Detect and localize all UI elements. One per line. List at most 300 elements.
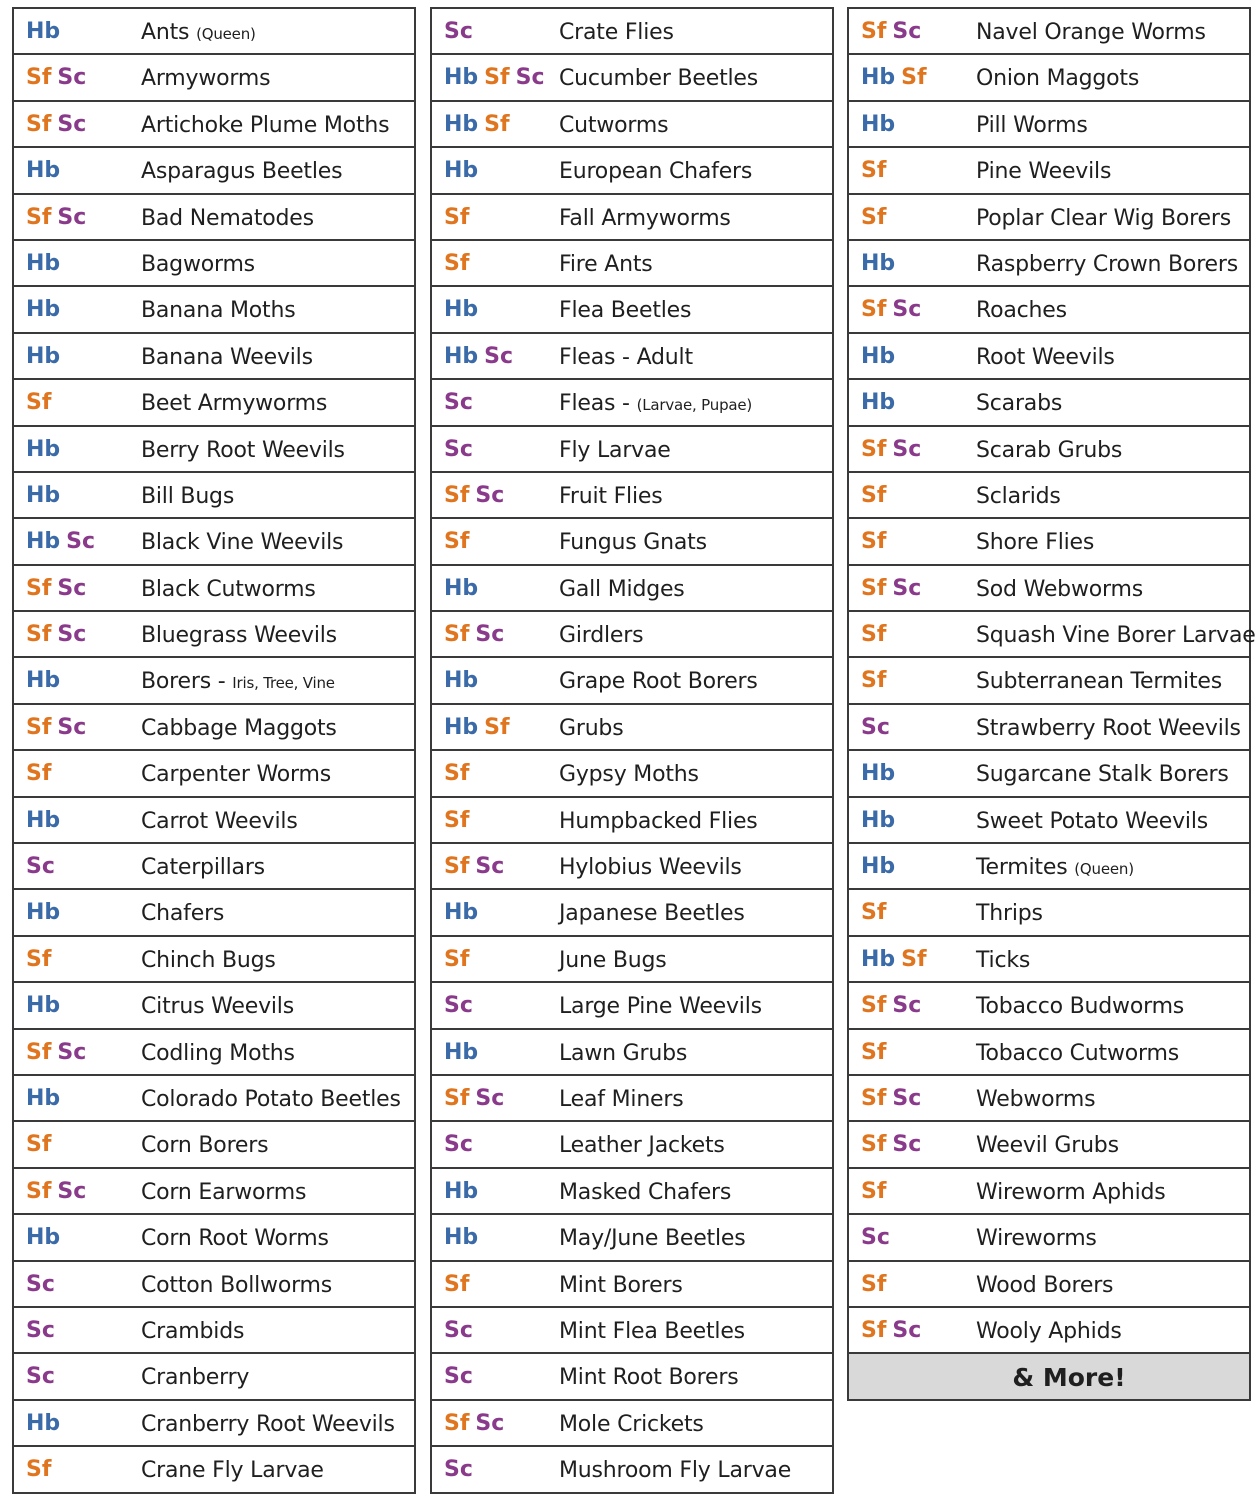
nematode-codes bbox=[444, 1401, 510, 1445]
pest-row bbox=[432, 55, 832, 101]
nematode-codes bbox=[26, 705, 92, 749]
pest-row bbox=[432, 241, 832, 287]
pest-row bbox=[849, 427, 1249, 473]
pest-row bbox=[14, 102, 414, 148]
pest-row bbox=[432, 844, 832, 890]
nematode-code-sc: Sc bbox=[26, 1271, 55, 1297]
pest-name bbox=[976, 427, 1122, 471]
nematode-code-hb: Hb bbox=[444, 1039, 479, 1065]
nematode-code-sf: Sf bbox=[444, 250, 470, 276]
pest-name bbox=[141, 334, 313, 378]
pest-name bbox=[141, 983, 294, 1027]
pest-name bbox=[976, 612, 1256, 656]
nematode-codes bbox=[861, 983, 927, 1027]
pest-name bbox=[141, 195, 314, 239]
pest-name-text: Sweet Potato Weevils bbox=[976, 808, 1209, 834]
nematode-code-hb: Hb bbox=[26, 1225, 61, 1251]
pest-name-text: Onion Maggots bbox=[976, 66, 1140, 92]
nematode-code-sc: Sc bbox=[444, 1457, 473, 1483]
nematode-code-hb: Hb bbox=[26, 1085, 61, 1111]
pest-name bbox=[141, 566, 316, 610]
pest-row bbox=[14, 380, 414, 426]
nematode-codes bbox=[26, 519, 101, 563]
nematode-code-sc: Sc bbox=[475, 1410, 505, 1436]
pest-row bbox=[849, 844, 1249, 890]
nematode-code-hb: Hb bbox=[26, 900, 61, 926]
pest-row bbox=[432, 1122, 832, 1168]
nematode-codes bbox=[26, 148, 66, 192]
pest-row bbox=[849, 1308, 1249, 1354]
pest-row bbox=[849, 519, 1249, 565]
nematode-codes bbox=[444, 195, 475, 239]
pest-name-text: Navel Orange Worms bbox=[976, 20, 1206, 45]
nematode-codes bbox=[444, 798, 475, 842]
pest-name-text: Roaches bbox=[976, 298, 1067, 324]
pest-name-note: (Queen) bbox=[196, 25, 256, 43]
nematode-codes bbox=[26, 1447, 57, 1491]
pest-name bbox=[559, 844, 742, 888]
nematode-code-sf: Sf bbox=[861, 1317, 887, 1343]
pest-row bbox=[432, 705, 832, 751]
pest-row bbox=[432, 195, 832, 241]
pest-name bbox=[559, 1076, 684, 1120]
pest-name-text: Sclarids bbox=[976, 483, 1061, 509]
nematode-codes bbox=[444, 844, 510, 888]
pest-name bbox=[141, 287, 296, 331]
pest-row bbox=[14, 983, 414, 1029]
nematode-codes bbox=[26, 983, 66, 1027]
pest-name bbox=[141, 1447, 324, 1491]
nematode-code-sf: Sf bbox=[26, 761, 52, 787]
pest-row bbox=[432, 937, 832, 983]
pest-name-text: Squash Vine Borer Larvae bbox=[976, 623, 1256, 649]
nematode-code-hb: Hb bbox=[444, 297, 479, 323]
pest-name-text: Fly Larvae bbox=[559, 437, 671, 463]
pest-name bbox=[141, 705, 337, 749]
nematode-code-sf: Sf bbox=[861, 297, 887, 323]
pest-name bbox=[976, 1262, 1113, 1306]
nematode-code-sc: Sc bbox=[444, 436, 473, 462]
pest-row bbox=[14, 751, 414, 797]
pest-name-text: Borers - bbox=[141, 669, 226, 695]
pest-name bbox=[141, 9, 256, 53]
pest-name bbox=[976, 1076, 1095, 1120]
pest-row bbox=[849, 1169, 1249, 1215]
nematode-code-sc: Sc bbox=[475, 854, 505, 880]
pest-name-text: Fleas - Adult bbox=[559, 344, 693, 370]
pest-row bbox=[849, 937, 1249, 983]
nematode-codes bbox=[861, 102, 901, 146]
pest-row bbox=[14, 1076, 414, 1122]
pest-name bbox=[559, 1122, 725, 1166]
pest-name bbox=[976, 241, 1238, 285]
nematode-codes bbox=[444, 1169, 484, 1213]
pest-name bbox=[141, 751, 331, 795]
pest-name-text: Cranberry Root Weevils bbox=[141, 1411, 395, 1437]
pest-row bbox=[14, 937, 414, 983]
nematode-codes bbox=[26, 566, 92, 610]
nematode-code-sf: Sf bbox=[861, 204, 887, 230]
pest-name-text: Wood Borers bbox=[976, 1272, 1114, 1298]
nematode-code-sc: Sc bbox=[444, 1132, 473, 1158]
nematode-code-sf: Sf bbox=[26, 390, 52, 416]
nematode-code-sc: Sc bbox=[475, 622, 505, 648]
pest-name-text: Fleas - bbox=[559, 391, 630, 417]
pest-name-text: Large Pine Weevils bbox=[559, 994, 762, 1020]
pest-name-text: Wooly Aphids bbox=[976, 1318, 1122, 1344]
pest-row bbox=[849, 473, 1249, 519]
nematode-code-sf: Sf bbox=[26, 714, 52, 740]
pest-row bbox=[432, 1447, 832, 1493]
pest-name bbox=[559, 705, 623, 749]
pest-name-text: Citrus Weevils bbox=[141, 994, 294, 1020]
pest-name-note: (Queen) bbox=[1074, 860, 1134, 879]
pest-name-text: Ants bbox=[141, 20, 190, 45]
pest-name bbox=[976, 1215, 1097, 1259]
nematode-code-sc: Sc bbox=[57, 204, 87, 230]
nematode-codes bbox=[26, 241, 66, 285]
pest-name bbox=[141, 937, 276, 981]
pest-row bbox=[849, 890, 1249, 936]
pest-name-text: Cotton Bollworms bbox=[141, 1272, 333, 1298]
nematode-code-sf: Sf bbox=[861, 575, 887, 601]
pest-name bbox=[141, 1401, 395, 1445]
nematode-code-hb: Hb bbox=[861, 854, 896, 880]
pest-name-text: Berry Root Weevils bbox=[141, 437, 345, 463]
nematode-codes bbox=[861, 1215, 896, 1259]
pest-name bbox=[141, 380, 327, 424]
pest-name-text: Caterpillars bbox=[141, 855, 265, 881]
nematode-code-sc: Sc bbox=[57, 575, 87, 601]
pest-row bbox=[432, 566, 832, 612]
nematode-code-sf: Sf bbox=[26, 575, 52, 601]
pest-row bbox=[849, 1122, 1249, 1168]
pest-name-text: European Chafers bbox=[559, 159, 753, 185]
nematode-code-sf: Sf bbox=[444, 529, 470, 555]
pest-row bbox=[432, 1354, 832, 1400]
nematode-codes bbox=[444, 9, 479, 53]
nematode-code-hb: Hb bbox=[444, 1178, 479, 1204]
nematode-codes bbox=[26, 937, 57, 981]
pest-row bbox=[849, 1262, 1249, 1308]
pest-name bbox=[559, 1262, 683, 1306]
pest-row bbox=[432, 751, 832, 797]
nematode-codes bbox=[444, 519, 475, 563]
nematode-code-sc: Sc bbox=[57, 65, 87, 91]
nematode-codes bbox=[861, 1030, 892, 1074]
nematode-codes bbox=[26, 1308, 61, 1352]
pest-name bbox=[141, 798, 298, 842]
pest-name-text: Pill Worms bbox=[976, 112, 1088, 138]
pest-name-text: Banana Weevils bbox=[141, 344, 313, 370]
nematode-code-hb: Hb bbox=[861, 946, 896, 972]
nematode-code-hb: Hb bbox=[26, 19, 61, 44]
pest-row bbox=[432, 1308, 832, 1354]
pest-name bbox=[559, 473, 662, 517]
nematode-codes bbox=[444, 1122, 479, 1166]
pest-name-text: Leaf Miners bbox=[559, 1086, 684, 1112]
nematode-codes bbox=[26, 1215, 66, 1259]
nematode-code-sf: Sf bbox=[26, 946, 52, 972]
nematode-code-sf: Sf bbox=[444, 807, 470, 833]
pest-name bbox=[559, 983, 762, 1027]
pest-row bbox=[849, 287, 1249, 333]
pest-name bbox=[559, 1308, 745, 1352]
pest-name bbox=[559, 937, 667, 981]
nematode-codes bbox=[26, 798, 66, 842]
nematode-code-sc: Sc bbox=[444, 1317, 473, 1343]
pest-name bbox=[559, 1354, 738, 1398]
pest-name bbox=[141, 658, 335, 702]
nematode-code-sf: Sf bbox=[444, 1271, 470, 1297]
nematode-codes bbox=[444, 102, 516, 146]
pest-name bbox=[976, 890, 1043, 934]
more-label: & More! bbox=[1012, 1363, 1126, 1393]
pest-name-text: Thrips bbox=[976, 901, 1043, 927]
nematode-code-hb: Hb bbox=[26, 158, 61, 184]
nematode-code-hb: Hb bbox=[444, 575, 479, 601]
nematode-codes bbox=[861, 844, 901, 888]
nematode-code-sf: Sf bbox=[26, 1178, 52, 1204]
nematode-code-sc: Sc bbox=[892, 1132, 922, 1158]
pest-row bbox=[14, 1447, 414, 1493]
pest-row bbox=[14, 1169, 414, 1215]
pest-name-text: Mint Root Borers bbox=[559, 1365, 739, 1391]
pest-name-text: Fungus Gnats bbox=[559, 530, 707, 556]
pest-name-text: Flea Beetles bbox=[559, 298, 692, 324]
nematode-code-sf: Sf bbox=[444, 1410, 470, 1436]
pest-name bbox=[976, 798, 1208, 842]
pest-name-text: Armyworms bbox=[141, 66, 271, 92]
pest-name-text: Bad Nematodes bbox=[141, 205, 314, 231]
pest-name-text: Webworms bbox=[976, 1086, 1096, 1112]
pest-name bbox=[141, 1076, 401, 1120]
pest-name bbox=[559, 427, 671, 471]
pest-name bbox=[141, 102, 389, 146]
nematode-code-sc: Sc bbox=[444, 1364, 473, 1390]
nematode-code-sf: Sf bbox=[26, 1039, 52, 1065]
pest-name-text: Termites bbox=[976, 855, 1068, 881]
pest-name bbox=[976, 1122, 1119, 1166]
nematode-codes bbox=[861, 705, 896, 749]
pest-row bbox=[849, 705, 1249, 751]
pest-row bbox=[14, 658, 414, 704]
nematode-code-sf: Sf bbox=[861, 993, 887, 1019]
nematode-code-hb: Hb bbox=[26, 250, 61, 276]
pest-name bbox=[976, 658, 1222, 702]
nematode-codes bbox=[444, 612, 510, 656]
pest-name bbox=[976, 55, 1139, 99]
pest-name-text: Artichoke Plume Moths bbox=[141, 112, 390, 138]
pest-name bbox=[141, 1262, 332, 1306]
nematode-codes bbox=[444, 890, 484, 934]
nematode-codes bbox=[444, 1354, 479, 1398]
pest-name bbox=[976, 1308, 1122, 1352]
nematode-codes bbox=[861, 473, 892, 517]
pest-name bbox=[559, 658, 758, 702]
nematode-code-sc: Sc bbox=[861, 714, 890, 740]
pest-name-text: Chafers bbox=[141, 901, 225, 927]
nematode-code-hb: Hb bbox=[861, 390, 896, 416]
pest-name bbox=[976, 1030, 1179, 1074]
nematode-codes bbox=[861, 519, 892, 563]
nematode-codes bbox=[444, 148, 484, 192]
nematode-codes bbox=[444, 380, 479, 424]
nematode-code-sc: Sc bbox=[26, 1364, 55, 1390]
nematode-code-hb: Hb bbox=[861, 343, 896, 369]
nematode-code-sf: Sf bbox=[861, 622, 887, 648]
pest-name bbox=[141, 519, 343, 563]
pest-row bbox=[432, 148, 832, 194]
pest-name-text: Codling Moths bbox=[141, 1040, 295, 1066]
nematode-code-hb: Hb bbox=[26, 993, 61, 1019]
pest-name-text: Lawn Grubs bbox=[559, 1040, 688, 1066]
pest-name bbox=[559, 195, 731, 239]
pest-name-text: Cranberry bbox=[141, 1365, 250, 1391]
pest-name bbox=[976, 102, 1088, 146]
nematode-code-hb: Hb bbox=[444, 714, 479, 740]
nematode-code-sf: Sf bbox=[484, 714, 510, 740]
pest-name-text: Scarabs bbox=[976, 391, 1063, 417]
nematode-code-sf: Sf bbox=[444, 946, 470, 972]
pest-row bbox=[432, 658, 832, 704]
nematode-code-sf: Sf bbox=[26, 65, 52, 91]
nematode-code-hb: Hb bbox=[444, 65, 479, 91]
pest-name bbox=[559, 612, 643, 656]
pest-name-text: Fruit Flies bbox=[559, 483, 663, 509]
nematode-code-hb: Hb bbox=[26, 297, 61, 323]
pest-name-text: Weevil Grubs bbox=[976, 1133, 1119, 1159]
pest-name-text: Poplar Clear Wig Borers bbox=[976, 205, 1231, 231]
pest-row bbox=[14, 844, 414, 890]
nematode-code-sf: Sf bbox=[26, 1457, 52, 1483]
pest-name bbox=[559, 1030, 687, 1074]
nematode-code-sc: Sc bbox=[892, 575, 922, 601]
pest-name bbox=[559, 1169, 731, 1213]
nematode-codes bbox=[26, 334, 66, 378]
pest-row bbox=[849, 751, 1249, 797]
pest-row bbox=[14, 1030, 414, 1076]
pest-name-text: Ticks bbox=[976, 947, 1031, 973]
pest-row bbox=[849, 658, 1249, 704]
nematode-code-sc: Sc bbox=[57, 1178, 87, 1204]
pest-row bbox=[432, 380, 832, 426]
nematode-codes bbox=[444, 55, 550, 99]
pest-name-text: May/June Beetles bbox=[559, 1226, 746, 1252]
pest-row bbox=[14, 473, 414, 519]
nematode-code-sf: Sf bbox=[26, 204, 52, 230]
pest-row bbox=[432, 1169, 832, 1215]
nematode-code-hb: Hb bbox=[444, 900, 479, 926]
pest-name-text: Colorado Potato Beetles bbox=[141, 1086, 401, 1112]
nematode-code-sf: Sf bbox=[901, 946, 927, 972]
nematode-code-sc: Sc bbox=[484, 343, 514, 369]
nematode-codes bbox=[26, 612, 92, 656]
nematode-code-sf: Sf bbox=[861, 900, 887, 926]
pest-name bbox=[976, 844, 1134, 888]
pest-name-text: Crate Flies bbox=[559, 20, 674, 45]
pest-name bbox=[141, 148, 342, 192]
pest-row bbox=[14, 1354, 414, 1400]
nematode-code-sc: Sc bbox=[892, 1085, 922, 1111]
nematode-codes bbox=[861, 195, 892, 239]
pest-name-text: Crane Fly Larvae bbox=[141, 1458, 324, 1484]
nematode-code-hb: Hb bbox=[444, 1225, 479, 1251]
pest-row bbox=[432, 890, 832, 936]
pest-name bbox=[976, 9, 1206, 53]
nematode-codes bbox=[861, 658, 892, 702]
pest-row bbox=[14, 890, 414, 936]
pest-row bbox=[432, 1215, 832, 1261]
nematode-codes bbox=[444, 1262, 475, 1306]
nematode-codes bbox=[26, 287, 66, 331]
pest-row bbox=[849, 9, 1249, 55]
pest-row bbox=[849, 798, 1249, 844]
nematode-code-sc: Sc bbox=[57, 1039, 87, 1065]
pest-name bbox=[976, 1169, 1166, 1213]
pest-column-1 bbox=[12, 7, 416, 1494]
nematode-code-hb: Hb bbox=[444, 343, 479, 369]
pest-name bbox=[559, 380, 752, 424]
pest-name bbox=[141, 241, 255, 285]
pest-name bbox=[559, 287, 691, 331]
pest-row bbox=[14, 1401, 414, 1447]
pest-name-text: Leather Jackets bbox=[559, 1133, 725, 1159]
pest-name-text: Carpenter Worms bbox=[141, 762, 332, 788]
pest-name bbox=[141, 890, 224, 934]
pest-name bbox=[559, 102, 668, 146]
nematode-code-hb: Hb bbox=[26, 529, 61, 555]
nematode-code-sf: Sf bbox=[861, 1271, 887, 1297]
pest-name bbox=[559, 1401, 704, 1445]
pest-name bbox=[141, 1354, 249, 1398]
pest-name bbox=[559, 566, 685, 610]
pest-name-text: Carrot Weevils bbox=[141, 808, 298, 834]
pest-name-text: Sugarcane Stalk Borers bbox=[976, 762, 1229, 788]
pest-row bbox=[432, 519, 832, 565]
nematode-code-hb: Hb bbox=[861, 761, 896, 787]
pest-name bbox=[559, 890, 745, 934]
pest-name bbox=[976, 705, 1241, 749]
pest-row bbox=[432, 1076, 832, 1122]
pest-name-text: Mole Crickets bbox=[559, 1411, 704, 1437]
pest-name-text: Sod Webworms bbox=[976, 576, 1143, 602]
pest-row bbox=[14, 519, 414, 565]
pest-name-text: Bluegrass Weevils bbox=[141, 623, 337, 649]
nematode-codes bbox=[444, 427, 479, 471]
nematode-codes bbox=[861, 241, 901, 285]
pest-name bbox=[141, 427, 345, 471]
pest-row bbox=[432, 1401, 832, 1447]
nematode-code-hb: Hb bbox=[444, 668, 479, 694]
pest-row bbox=[432, 9, 832, 55]
pest-name bbox=[559, 1447, 791, 1491]
nematode-codes bbox=[861, 798, 901, 842]
pest-name bbox=[559, 9, 674, 53]
nematode-code-sc: Sc bbox=[66, 529, 96, 555]
pest-row bbox=[14, 566, 414, 612]
pest-name-text: Corn Root Worms bbox=[141, 1226, 329, 1252]
pest-name bbox=[976, 566, 1143, 610]
nematode-code-sf: Sf bbox=[444, 761, 470, 787]
nematode-codes bbox=[861, 287, 927, 331]
pest-row bbox=[432, 102, 832, 148]
more-row bbox=[849, 1354, 1249, 1401]
nematode-code-sf: Sf bbox=[861, 158, 887, 184]
nematode-codes bbox=[26, 473, 66, 517]
nematode-codes bbox=[26, 658, 66, 702]
pest-name-text: Girdlers bbox=[559, 623, 644, 649]
